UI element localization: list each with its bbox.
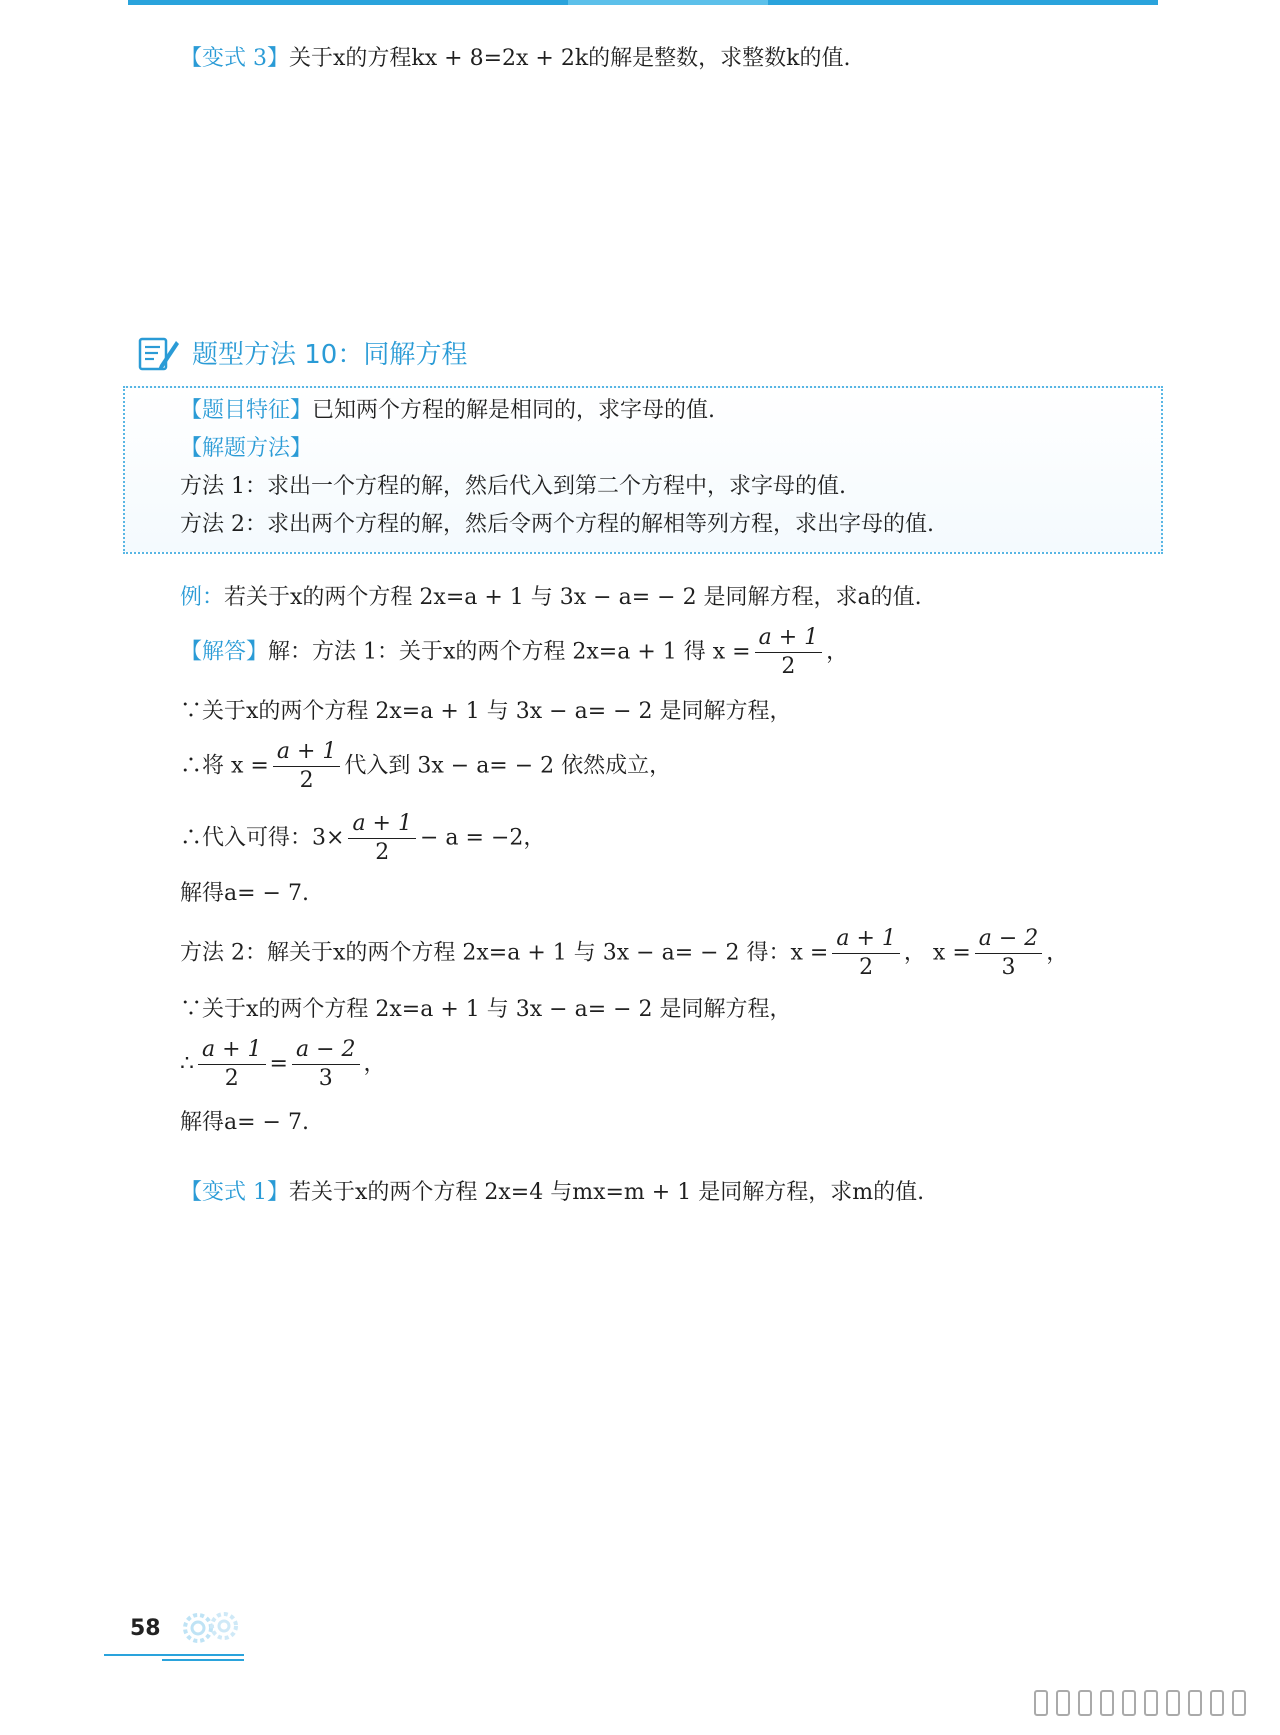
gear-icon bbox=[180, 1606, 242, 1650]
section-title bbox=[138, 334, 467, 371]
notepad-pencil-icon bbox=[138, 335, 180, 371]
feature-line bbox=[180, 396, 715, 426]
variant1-text: 若关于x的两个方程 2x=4 与mx=m + 1 是同解方程，求m的值. bbox=[289, 1180, 925, 1205]
variant3-tag: 【变式 3】 bbox=[180, 46, 289, 71]
fraction: $\frac{a + 1}{2}$ bbox=[348, 810, 416, 867]
answer-line-8: ∴ $\frac{a + 1}{2}$ = $\frac{a - 2}{3}$ ， bbox=[180, 1037, 386, 1091]
example-line bbox=[180, 583, 922, 613]
answer-line-1: 【解答】解：方法 1：关于x的两个方程 2x=a + 1 得 x = $\frac{a + 1}{2}$ ， bbox=[180, 625, 849, 679]
method-heading bbox=[180, 434, 312, 464]
fraction: $\frac{a + 1}{2}$ bbox=[198, 1036, 266, 1093]
feature-text: 已知两个方程的解是相同的，求字母的值. bbox=[312, 398, 716, 423]
method-tag: 【解题方法】 bbox=[180, 436, 313, 461]
variant1-line bbox=[180, 1178, 924, 1208]
answer-line-7: ∵关于x的两个方程 2x=a + 1 与 3x − a= − 2 是同解方程， bbox=[180, 997, 792, 1022]
answer-line-2: ∵关于x的两个方程 2x=a + 1 与 3x − a= − 2 是同解方程， bbox=[180, 699, 792, 724]
scan-edge-marks bbox=[1034, 1688, 1254, 1716]
page-number: 58 bbox=[130, 1616, 161, 1641]
feature-tag: 【题目特征】 bbox=[180, 398, 313, 423]
example-text: 若关于x的两个方程 2x=a + 1 与 3x − a= − 2 是同解方程，求a的值. bbox=[224, 585, 922, 610]
answer-line-4: ∴代入可得：3× $\frac{a + 1}{2}$ − a = −2， bbox=[180, 811, 546, 865]
method2-line: 方法 2：求出两个方程的解，然后令两个方程的解相等列方程，求出字母的值. bbox=[180, 512, 934, 537]
answer-line-6: 方法 2：解关于x的两个方程 2x=a + 1 与 3x − a= − 2 得：x = $\frac{a + 1}{2}$ ， x = $\frac{a - 2}{3}$ ， bbox=[180, 926, 1069, 980]
fraction: $\frac{a + 1}{2}$ bbox=[832, 925, 900, 982]
footer-decor-lines bbox=[104, 1654, 244, 1662]
fraction: $\frac{a + 1}{2}$ bbox=[755, 624, 823, 681]
section-title-text: 题型方法 10：同解方程 bbox=[192, 340, 468, 370]
answer-tag: 【解答】 bbox=[180, 639, 269, 665]
example-tag: 例： bbox=[180, 585, 225, 610]
variant1-tag: 【变式 1】 bbox=[180, 1180, 289, 1205]
variant3-line bbox=[180, 44, 850, 74]
answer-line-9: 解得a= − 7. bbox=[180, 1110, 309, 1135]
method1-line: 方法 1：求出一个方程的解，然后代入到第二个方程中，求字母的值. bbox=[180, 474, 846, 499]
variant3-text: 关于x的方程kx + 8=2x + 2k的解是整数，求整数k的值. bbox=[289, 46, 851, 71]
fraction: $\frac{a - 2}{3}$ bbox=[975, 925, 1043, 982]
fraction: $\frac{a - 2}{3}$ bbox=[292, 1036, 360, 1093]
top-decor-bar bbox=[128, 0, 1158, 5]
answer-line-3: ∴将 x = $\frac{a + 1}{2}$ 代入到 3x − a= − 2 依然成立， bbox=[180, 739, 672, 793]
answer-line-5: 解得a= − 7. bbox=[180, 881, 309, 906]
fraction: $\frac{a + 1}{2}$ bbox=[273, 738, 341, 795]
